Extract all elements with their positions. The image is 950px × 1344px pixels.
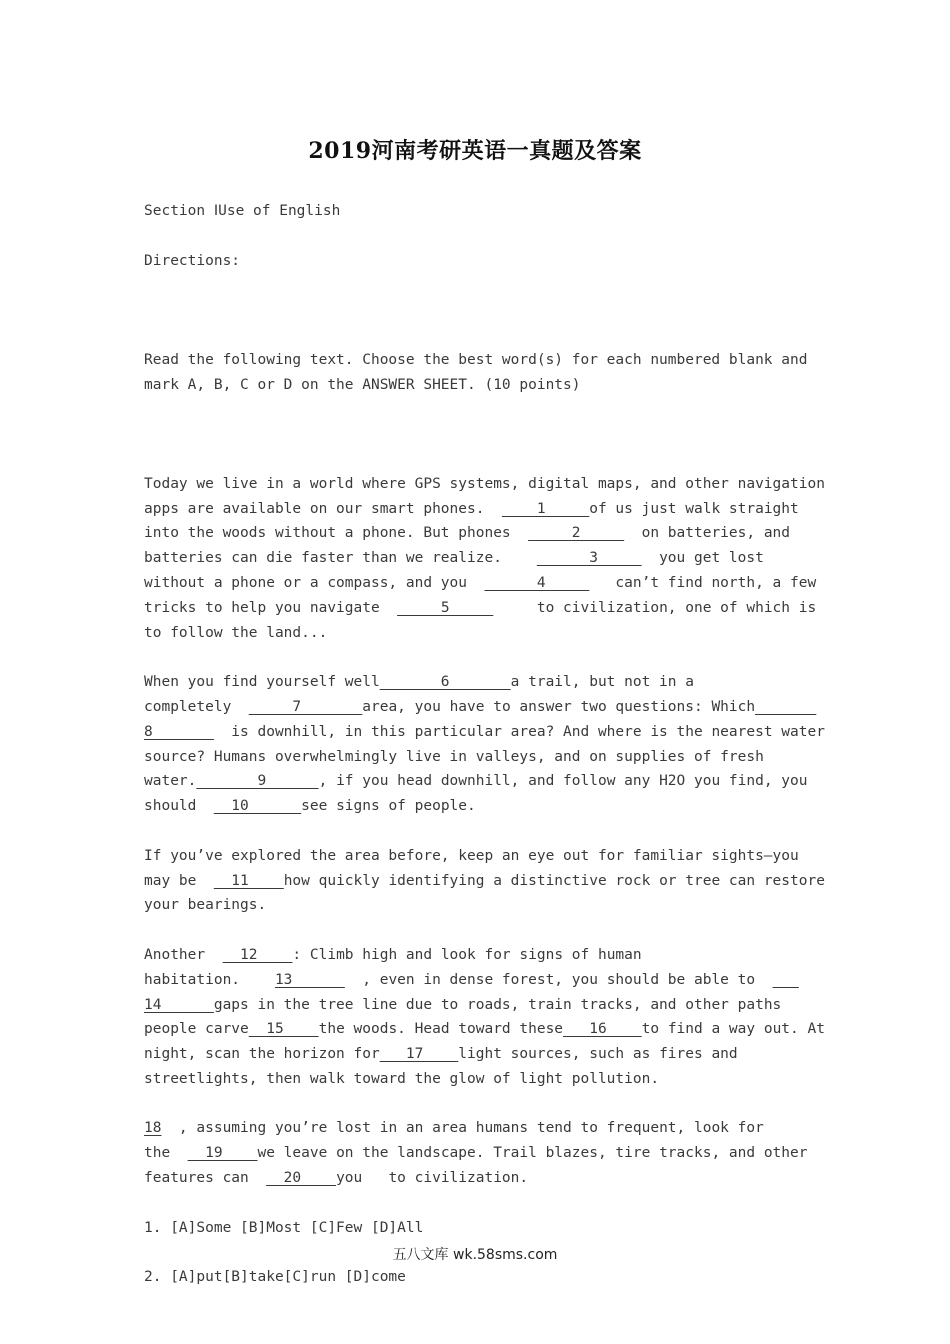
passage-text: is downhill, in this particular area? And where is the nearest water [213,723,825,740]
directions-line: Read the following text. Choose the best word(s) for each numbered blank and [144,351,808,368]
passage-line [144,695,824,720]
passage-text: If you’ve explored the area before, keep an eye out for familiar sights—you [144,847,799,864]
answer-blank: _____5_____ [397,599,494,616]
section-heading: Section ⅠUse of English [144,203,341,219]
passage-text: , if you head downhill, and follow any H2O you find, you [318,773,808,790]
passage-paragraph [144,670,824,819]
passage-text: people carve [144,1021,249,1038]
answer-blank: __20____ [266,1170,337,1187]
passage-text: apps are available on our smart phones. [144,500,502,517]
directions-text [144,298,824,447]
passage-line [144,1141,824,1166]
passage-line [144,745,824,770]
passage-text: , even in dense forest, you should be able to [344,971,773,988]
passage-text: light sources, such as fires and [458,1046,738,1063]
answer-blank: __12____ [222,946,293,963]
answer-blank: _____2_____ [528,525,625,542]
passage [144,472,824,1191]
passage-text: , assuming you’re lost in an area humans tend to frequent, look for [161,1120,764,1137]
passage-text: you to civilization. [336,1170,529,1187]
document-title: 2019河南考研英语一真题及答案 [308,138,642,164]
directions-label: Directions: [144,252,241,269]
passage-line [144,844,824,869]
answer-blank: ______3_____ [536,550,642,567]
passage-line [144,521,824,546]
answer-blank: _______6_______ [379,674,511,691]
passage-text: we leave on the landscape. Trail blazes, tire tracks, and other [257,1145,808,1162]
answer-blank: ___16____ [563,1021,642,1038]
answer-blank: 14______ [144,996,214,1013]
passage-line [144,497,824,522]
passage-line [144,596,824,621]
passage-text: of us just walk straight [589,500,799,517]
answer-blank: _____7_______ [248,698,363,715]
passage-text: area, you have to answer two questions: Which [362,698,756,715]
passage-text: habitation. [144,971,275,988]
passage-text: to civilization, one of which is [493,599,817,616]
passage-line [144,769,824,794]
passage-line [144,1116,824,1141]
passage-line [144,869,824,894]
passage-text: When you find yourself well [144,674,380,691]
answer-blank: _______9______ [196,773,319,790]
passage-line [144,1166,824,1191]
passage-line [144,720,824,745]
passage-text: into the woods without a phone. But phones [144,525,529,542]
passage-text: to follow the land... [144,624,328,641]
passage-paragraph [144,844,824,918]
passage-line [144,472,824,497]
passage-text: you get lost [641,550,764,567]
answer-blank: __11____ [213,872,284,889]
passage-text: your bearings. [144,897,267,914]
document-body [144,199,824,1315]
passage-text: gaps in the tree line due to roads, train tracks, and other paths [213,996,782,1013]
passage-line [144,968,824,993]
passage-line [144,1067,824,1092]
passage-text: the woods. Head toward these [318,1021,564,1038]
passage-line [144,571,824,596]
passage-text: Another [144,946,223,963]
passage-line [144,893,824,918]
passage-text: a trail, but not in a [510,674,694,691]
passage-text: see signs of people. [301,798,476,815]
passage-text: Today we live in a world where GPS systems, digital maps, and other navigation [144,475,825,492]
passage-line [144,794,824,819]
answer-blank: __15____ [248,1021,319,1038]
passage-text: can’t find north, a few [589,574,817,591]
answer-blank: __10______ [213,798,302,815]
passage-text: to find a way out. At [641,1021,825,1038]
passage-text: water. [144,773,197,790]
passage-text: may be [144,872,214,889]
passage-text: night, scan the horizon for [144,1046,380,1063]
passage-text: source? Humans overwhelmingly live in valleys, and on supplies of fresh [144,748,764,765]
footer-watermark: 五八文库 wk.58sms.com [392,1247,558,1263]
passage-line [144,993,824,1018]
option-line: 1. [A]Some [B]Most [C]Few [D]All [144,1219,424,1236]
answer-blank: _______ [755,698,817,715]
passage-line [144,546,824,571]
answer-blank: __19____ [187,1145,258,1162]
answer-blank: ____1_____ [501,500,590,517]
passage-text: without a phone or a compass, and you [144,574,485,591]
passage-text: should [144,798,214,815]
passage-paragraph [144,472,824,646]
answer-blank: 18 [144,1120,162,1137]
answer-blank: ______4_____ [484,574,590,591]
passage-line [144,670,824,695]
passage-line [144,621,824,646]
passage-text: batteries can die faster than we realize. [144,550,537,567]
passage-text: streetlights, then walk toward the glow of light pollution. [144,1070,660,1087]
directions-line: mark A, B, C or D on the ANSWER SHEET. (10 points) [144,376,581,393]
option-line: 2. [A]put[B]take[C]run [D]come [144,1269,406,1286]
passage-line [144,1042,824,1067]
passage-text: features can [144,1170,267,1187]
passage-text: : Climb high and look for signs of human [292,946,642,963]
passage-paragraph [144,1116,824,1190]
passage-text: how quickly identifying a distinctive rock or tree can restore [283,872,825,889]
answer-blank: 13______ [274,971,345,988]
passage-text: on batteries, and [624,525,791,542]
answer-blank: 8_______ [144,723,214,740]
passage-paragraph [144,943,824,1092]
answer-blank: ___ [772,971,799,988]
passage-text: tricks to help you navigate [144,599,398,616]
passage-line [144,1017,824,1042]
passage-text: the [144,1145,188,1162]
passage-line [144,943,824,968]
answer-blank: ___17____ [379,1046,459,1063]
passage-text: completely [144,698,249,715]
